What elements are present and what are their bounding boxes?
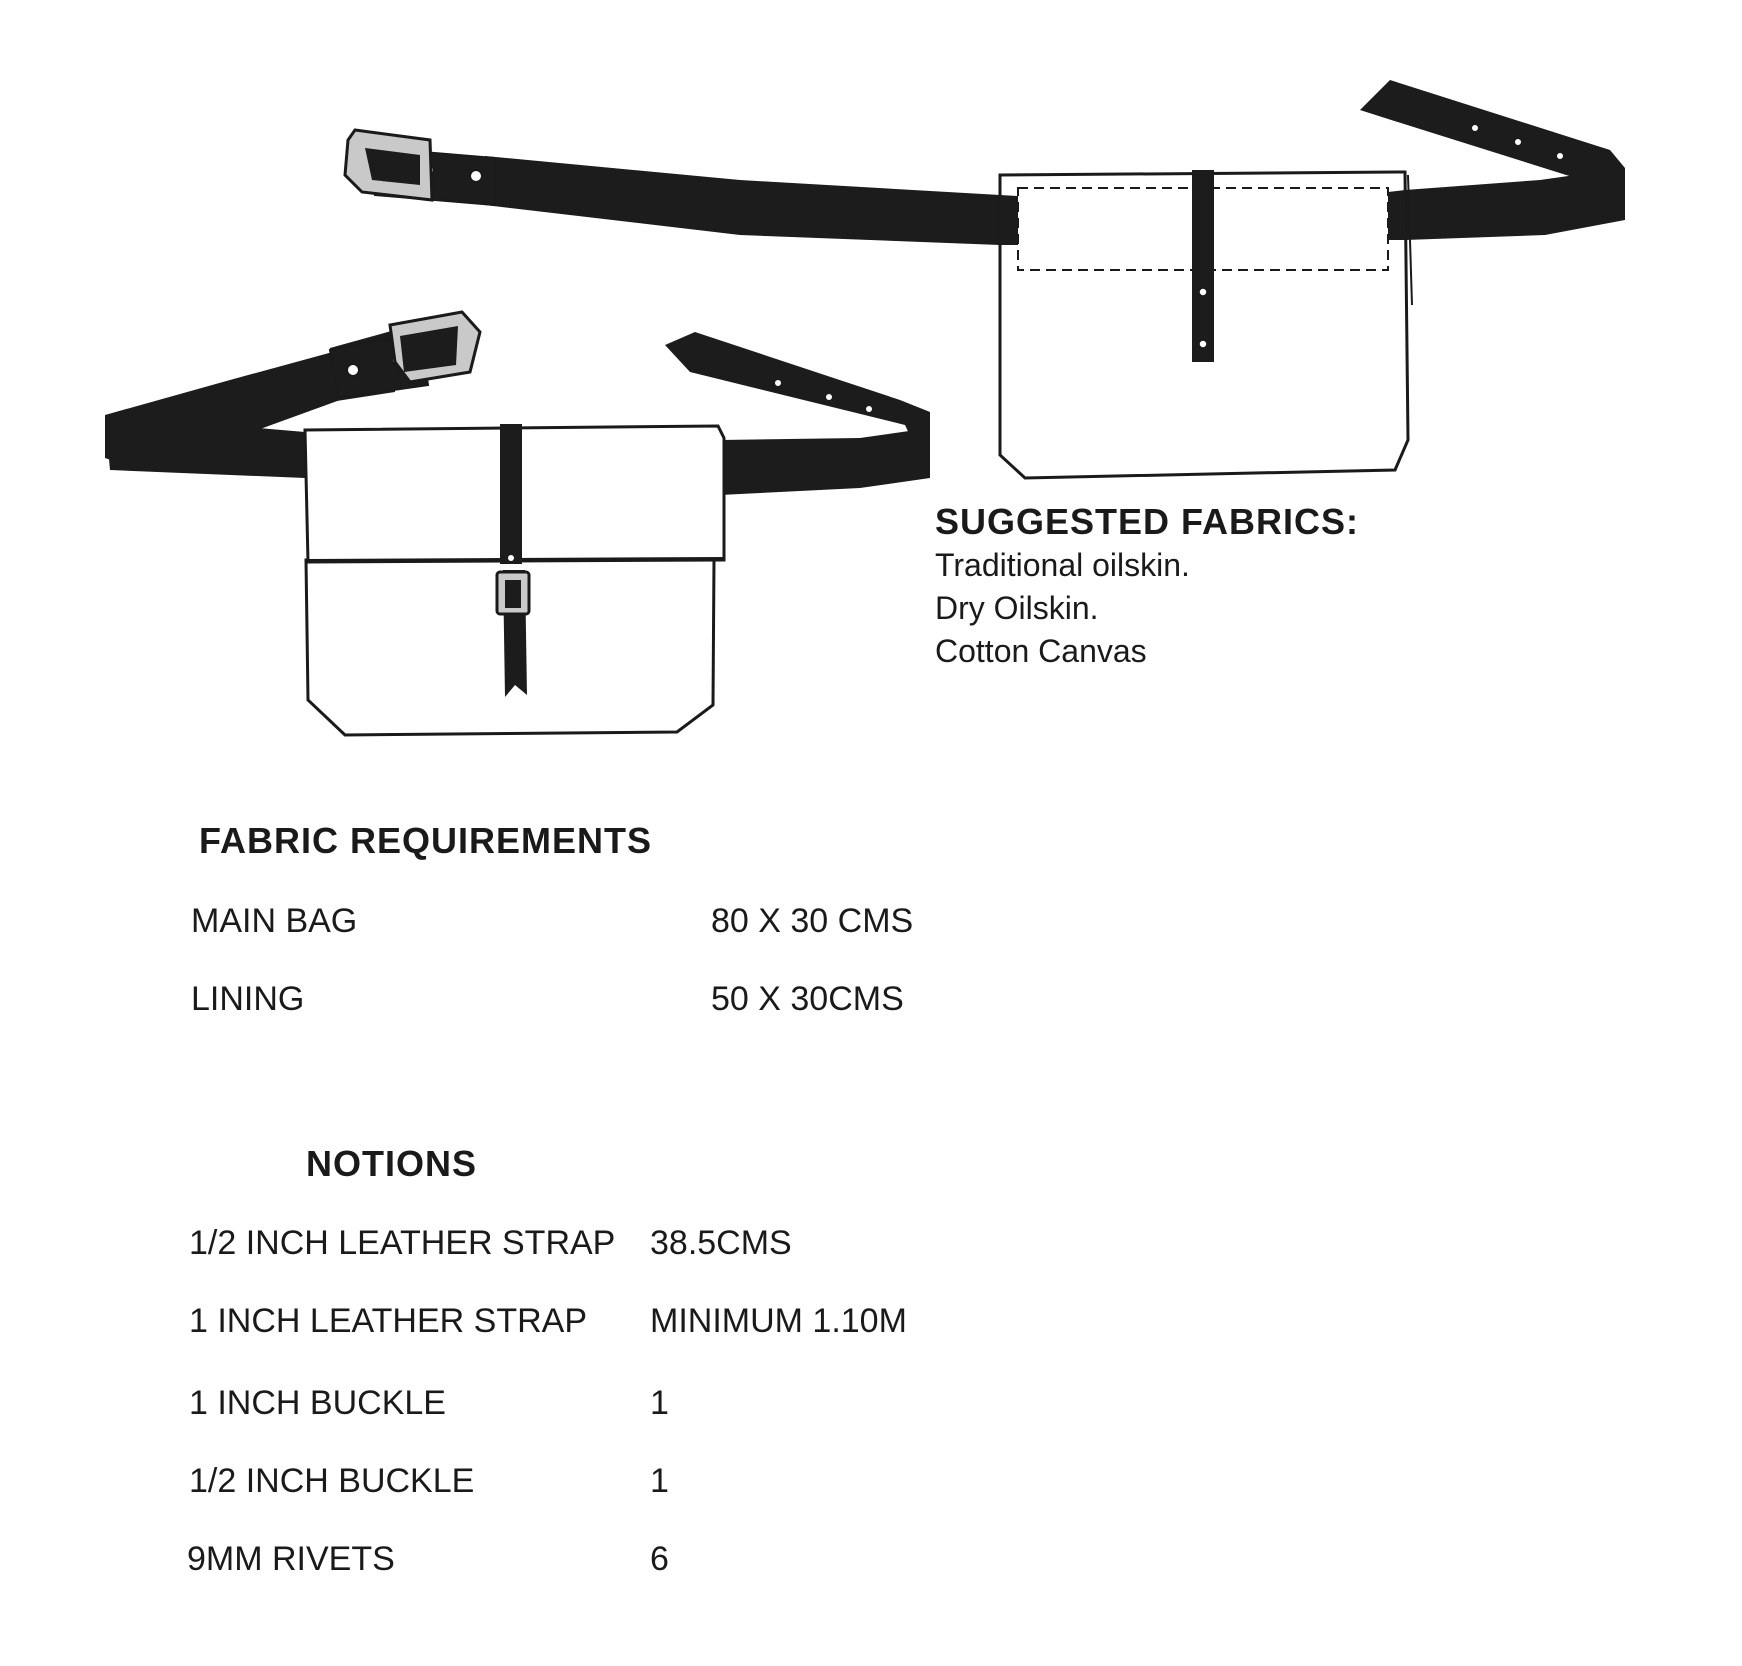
back-view-small-strap bbox=[1192, 170, 1214, 362]
front-view-buckle-icon bbox=[390, 312, 480, 382]
back-view-bag bbox=[345, 80, 1625, 478]
notion-value: 1 bbox=[650, 1384, 669, 1422]
requirement-value: 50 X 30CMS bbox=[711, 980, 904, 1018]
fabric-item: Traditional oilskin. bbox=[935, 547, 1190, 583]
notion-value: 6 bbox=[650, 1540, 669, 1578]
notion-label: 1/2 INCH LEATHER STRAP bbox=[189, 1224, 616, 1262]
requirement-value: 80 X 30 CMS bbox=[711, 902, 914, 940]
requirement-label: LINING bbox=[191, 980, 305, 1018]
notions-heading: NOTIONS bbox=[306, 1143, 478, 1184]
front-view-bag bbox=[105, 312, 930, 735]
requirement-label: MAIN BAG bbox=[191, 902, 358, 940]
bag-illustration bbox=[0, 0, 1742, 780]
suggested-fabrics-heading: SUGGESTED FABRICS: bbox=[935, 501, 1360, 542]
notion-label: 1 INCH BUCKLE bbox=[189, 1384, 446, 1422]
front-view-strap bbox=[500, 424, 522, 564]
fabric-item: Dry Oilskin. bbox=[935, 590, 1099, 626]
back-view-buckle-icon bbox=[345, 130, 432, 200]
notion-label: 9MM RIVETS bbox=[187, 1540, 395, 1578]
front-view-belt-right bbox=[720, 428, 930, 495]
front-view-small-buckle-icon bbox=[497, 572, 529, 614]
back-view-belt-left bbox=[485, 156, 1000, 245]
notion-value: 1 bbox=[650, 1462, 669, 1500]
notion-value: 38.5CMS bbox=[650, 1224, 792, 1262]
notion-value: MINIMUM 1.10M bbox=[650, 1302, 907, 1340]
fabric-item: Cotton Canvas bbox=[935, 633, 1147, 669]
fabric-requirements-heading: FABRIC REQUIREMENTS bbox=[199, 820, 653, 861]
notion-label: 1/2 INCH BUCKLE bbox=[189, 1462, 475, 1500]
notion-label: 1 INCH LEATHER STRAP bbox=[189, 1302, 588, 1340]
suggested-fabrics bbox=[935, 500, 1359, 673]
